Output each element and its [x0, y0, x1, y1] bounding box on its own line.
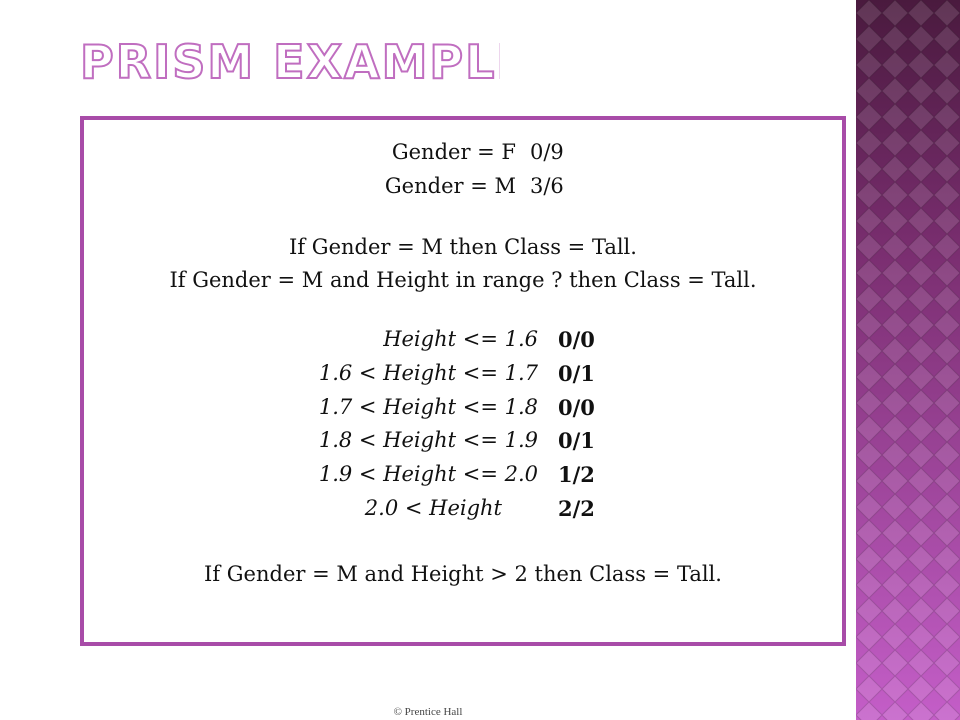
height-row-label: 1.8 < Height <= 1.9: [318, 428, 538, 452]
slide-title-text: PRISM EXAMPLE: [80, 35, 500, 89]
gender-m-label: Gender = M: [384, 174, 516, 198]
height-row-label: 2.0 < Height: [364, 496, 502, 520]
gender-f-value: 0/9: [530, 140, 564, 164]
content-frame: [80, 116, 846, 646]
rule-2: If Gender = M and Height in range ? then Class = Tall.: [169, 268, 757, 292]
copyright-footer: © Prentice Hall: [393, 706, 463, 718]
rule-1: If Gender = M then Class = Tall.: [289, 235, 637, 259]
rule-3: If Gender = M and Height > 2 then Class = Tall.: [204, 562, 722, 586]
height-row-value: 1/2: [558, 462, 595, 487]
slide-title: [80, 30, 500, 90]
gender-m-value: 3/6: [530, 174, 564, 198]
gender-f-label: Gender = F: [391, 140, 516, 164]
height-row-value: 0/0: [558, 327, 595, 352]
height-row-label: 1.7 < Height <= 1.8: [318, 395, 538, 419]
height-row-value: 0/1: [558, 361, 595, 386]
height-row-label: 1.9 < Height <= 2.0: [318, 462, 538, 486]
side-decoration: [856, 0, 960, 720]
height-row-value: 2/2: [558, 496, 595, 521]
height-row-value: 0/0: [558, 395, 595, 420]
height-row-value: 0/1: [558, 428, 595, 453]
height-row-label: Height <= 1.6: [383, 327, 538, 351]
height-row-label: 1.6 < Height <= 1.7: [318, 361, 538, 385]
